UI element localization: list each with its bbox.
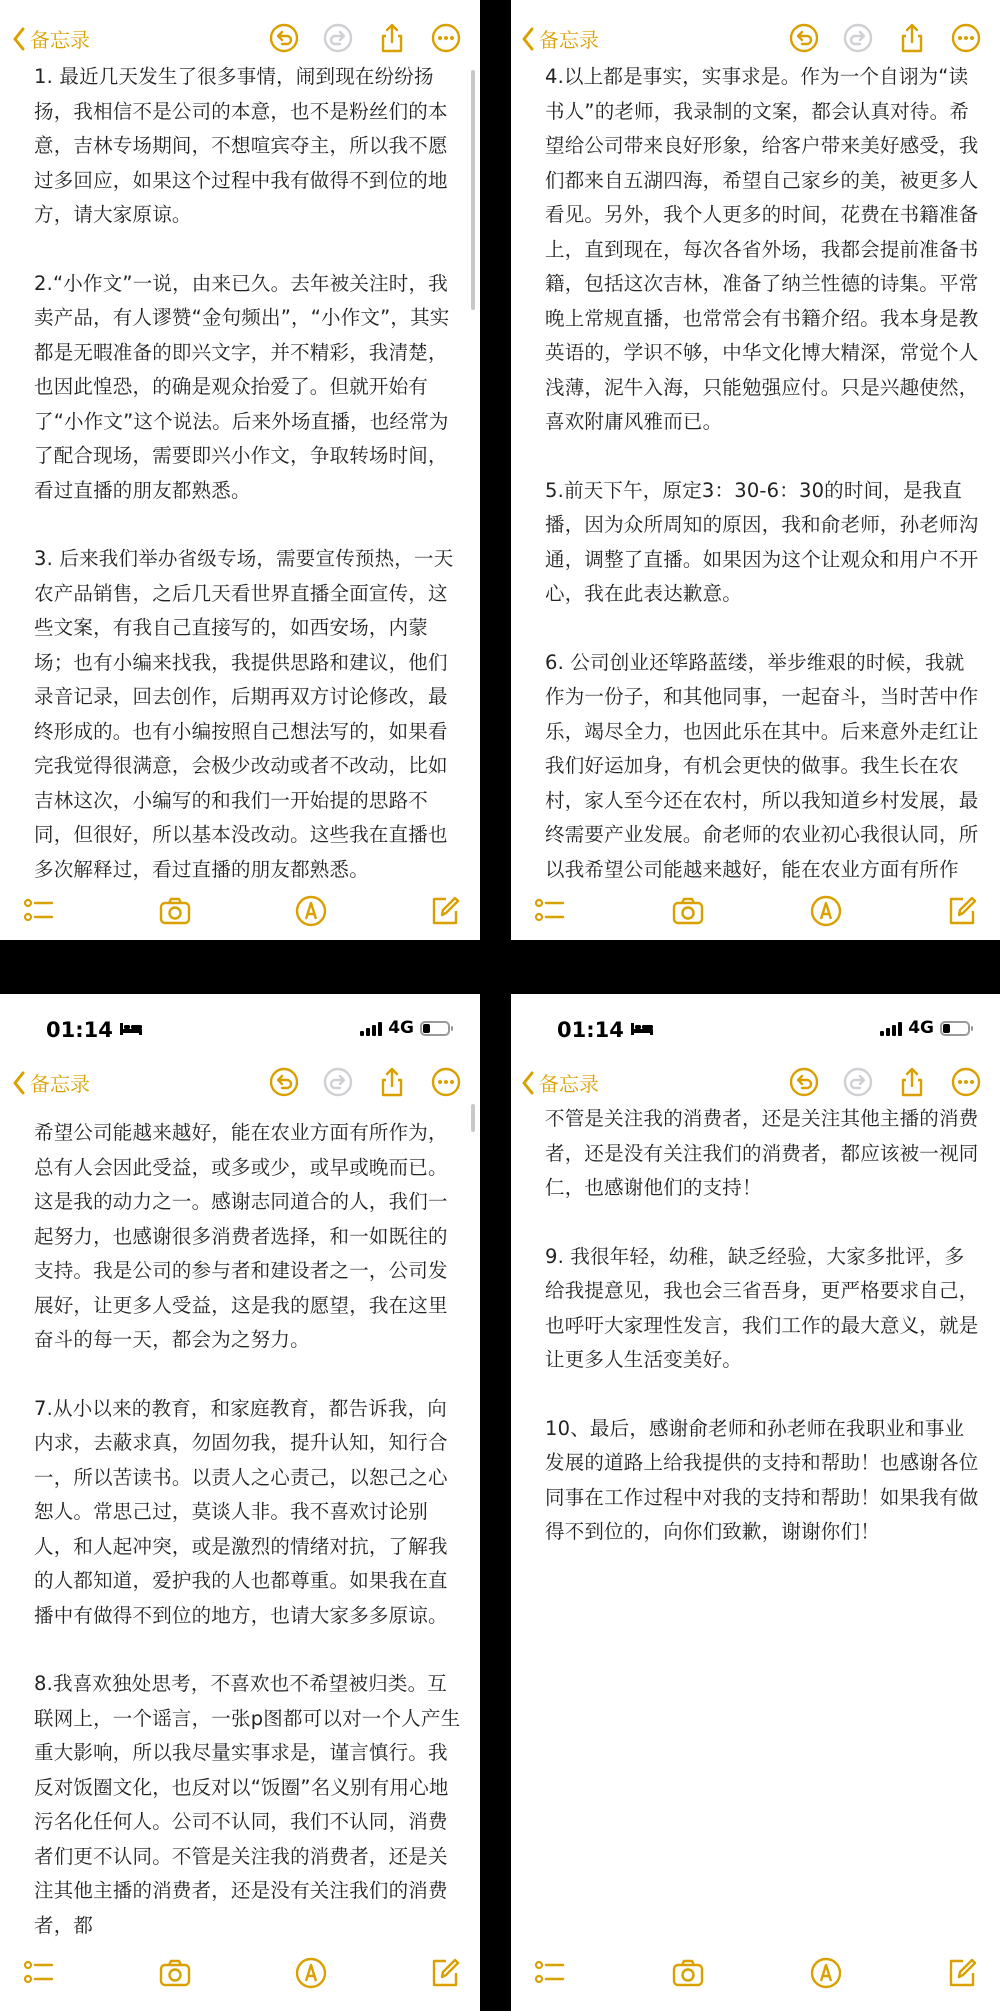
sleep-focus-icon [120,1021,142,1035]
checklist-icon[interactable] [22,1956,56,1990]
undo-icon[interactable] [268,22,300,54]
note-paragraph: 4.以上都是事实，实事求是。作为一个自诩为“读书人”的老师，我录制的文案，都会认真对待。希望给公司带来良好形象，给客户带来美好感受，我们都来自五湖四海，希望自己家乡的美，被更多人看见。另外，我个人更多的时间，花费在书籍准备上，直到现在，每次各省外场，我都会提前准备书籍，包括这次吉林，准备了纳兰性德的诗集。平常晚上常规直播，也常常会有书籍介绍。我本身是教英语的，学识不够，中华文化博大精深，常觉个人浅薄，泥牛入海，只能勉强应付。只是兴趣使然，喜欢附庸风雅而已。 [545,65,979,433]
note-body[interactable] [34,1116,462,1977]
scrollbar[interactable] [471,1104,475,1132]
note-paragraph: 3. 后来我们举办省级专场，需要宣传预热，一天农产品销售，之后几天看世界直播全面宣传，这些文案，有我自己直接写的，如西安场，内蒙场；也有小编来找我，我提供思路和建议，他们录音记录，回去创作，后期再双方讨论修改，最终形成的。也有小编按照自己想法写的，如果看完我觉得很满意，会极少改动或者不改动，比如吉林这次，小编写的和我们一开始提的思路不同，但很好，所以基本没改动。这些我在直播也多次解释过，看过直播的朋友都熟悉。 [34,547,454,881]
checklist-icon[interactable] [22,894,56,928]
note-paragraph: 9. 我很年轻，幼稚，缺乏经验，大家多批评，多给我提意见，我也会三省吾身，更严格要求自己，也呼吁大家理性发言，我们工作的最大意义，就是让更多人生活变美好。 [545,1244,979,1371]
note-paragraph: 不管是关注我的消费者，还是关注其他主播的消费者，还是没有关注我们的消费者，都应该被一视同仁，也感谢他们的支持！ [545,1107,979,1199]
back-button[interactable] [521,24,599,53]
note-paragraph: 5.前天下午，原定3：30-6：30的时间，是我直播，因为众所周知的原因，我和俞老师，孙老师沟通，调整了直播。如果因为这个让观众和用户不开心，我在此表达歉意。 [545,478,979,605]
chevron-left-icon [12,27,26,51]
compose-icon[interactable] [945,1956,979,1990]
undo-icon[interactable] [788,22,820,54]
back-button[interactable] [12,24,90,53]
note-body[interactable] [545,1102,982,1584]
note-paragraph: 7.从小以来的教育，和家庭教育，都告诉我，向内求，去蔽求真，勿固勿我，提升认知，知行合一，所以苦读书。以责人之心责己，以恕己之心恕人。常思己过，莫谈人非。我不喜欢讨论别人，和人起冲突，或是激烈的情绪对抗，了解我的人都知道，爱护我的人也都尊重。如果我在直播中有做得不到位的地方，也请大家多多原谅。 [34,1396,448,1627]
battery-icon [940,1021,970,1036]
share-icon[interactable] [376,22,408,54]
signal-icon [880,1020,902,1036]
redo-icon[interactable] [842,1066,874,1098]
network-type: 4G [388,1018,414,1038]
bottom-toolbar [0,882,480,940]
more-icon[interactable] [950,22,982,54]
share-icon[interactable] [376,1066,408,1098]
note-panel-2 [511,0,1000,940]
status-time: 01:14 [557,1018,624,1042]
battery-icon [420,1021,450,1036]
note-panel-3 [0,994,480,2011]
back-label: 备忘录 [539,28,599,52]
markup-icon[interactable] [809,894,843,928]
redo-icon[interactable] [322,22,354,54]
status-time: 01:14 [46,1018,113,1042]
back-button[interactable] [12,1068,90,1097]
note-paragraph: 8.我喜欢独处思考，不喜欢也不希望被归类。互联网上，一个谣言，一张p图都可以对一个人产生重大影响，所以我尽量实事求是，谨言慎行。我反对饭圈文化，也反对以“饭圈”名义别有用心地污名化任何人。公司不认同，我们不认同，消费者们更不认同。不管是关注我的消费者，还是关注其他主播的消费者，还是没有关注我们的消费者，都 [34,1672,461,1937]
camera-icon[interactable] [158,1956,192,1990]
compose-icon[interactable] [428,1956,462,1990]
bottom-toolbar [0,1944,480,2004]
chevron-left-icon [521,1071,535,1095]
undo-icon[interactable] [268,1066,300,1098]
markup-icon[interactable] [809,1956,843,1990]
back-label: 备忘录 [30,28,90,52]
markup-icon[interactable] [294,1956,328,1990]
back-button[interactable] [521,1068,599,1097]
network-type: 4G [908,1018,934,1038]
camera-icon[interactable] [671,894,705,928]
compose-icon[interactable] [428,894,462,928]
note-panel-1 [0,0,480,940]
camera-icon[interactable] [158,894,192,928]
checklist-icon[interactable] [533,894,567,928]
nav-bar [0,1054,480,1114]
bottom-toolbar [511,882,1000,940]
chevron-left-icon [12,1071,26,1095]
note-panel-4 [511,994,1000,2011]
note-body[interactable] [34,60,462,921]
redo-icon[interactable] [842,22,874,54]
note-paragraph: 6. 公司创业还筚路蓝缕，举步维艰的时候，我就作为一份子，和其他同事，一起奋斗，当时苦中作乐，竭尽全力，也因此乐在其中。后来意外走红让我们好运加身，有机会更快的做事。我生长在农村，家人至今还在农村，所以我知道乡村发展，最终需要产业发展。俞老师的农业初心我很认同，所以我希望公司能越来越好，能在农业方面有所作 [545,650,979,881]
sleep-focus-icon [631,1021,653,1035]
share-icon[interactable] [896,1066,928,1098]
note-paragraph: 2.“小作文”一说，由来已久。去年被关注时，我卖产品，有人谬赞“金句频出”，“小作文”，其实都是无暇准备的即兴文字，并不精彩，我清楚，也因此惶恐，的确是观众抬爱了。但就开始有了“小作文”这个说法。后来外场直播，也经常为了配合现场，需要即兴小作文，争取转场时间，看过直播的朋友都熟悉。 [34,271,450,502]
back-label: 备忘录 [30,1072,90,1096]
note-body[interactable] [545,60,982,921]
back-label: 备忘录 [539,1072,599,1096]
note-paragraph: 10、最后，感谢俞老师和孙老师在我职业和事业发展的道路上给我提供的支持和帮助！也感谢各位同事在工作过程中对我的支持和帮助！如果我有做得不到位的，向你们致歉，谢谢你们！ [545,1416,979,1543]
redo-icon[interactable] [322,1066,354,1098]
chevron-left-icon [521,27,535,51]
note-paragraph: 1. 最近几天发生了很多事情，闹到现在纷纷扬扬，我相信不是公司的本意，也不是粉丝们的本意，吉林专场期间，不想喧宾夺主，所以我不愿过多回应，如果这个过程中我有做得不到位的地方，请大家原谅。 [34,65,448,226]
more-icon[interactable] [430,1066,462,1098]
bottom-toolbar [511,1944,1000,2004]
note-paragraph: 希望公司能越来越好，能在农业方面有所作为，总有人会因此受益，或多或少，或早或晚而已。这是我的动力之一。感谢志同道合的人，我们一起努力，也感谢很多消费者选择，和一如既往的支持。我是公司的参与者和建设者之一，公司发展好，让更多人受益，这是我的愿望，我在这里奋斗的每一天，都会为之努力。 [34,1121,448,1351]
camera-icon[interactable] [671,1956,705,1990]
checklist-icon[interactable] [533,1956,567,1990]
more-icon[interactable] [950,1066,982,1098]
scrollbar[interactable] [471,70,475,310]
undo-icon[interactable] [788,1066,820,1098]
markup-icon[interactable] [294,894,328,928]
compose-icon[interactable] [945,894,979,928]
signal-icon [360,1020,382,1036]
more-icon[interactable] [430,22,462,54]
share-icon[interactable] [896,22,928,54]
